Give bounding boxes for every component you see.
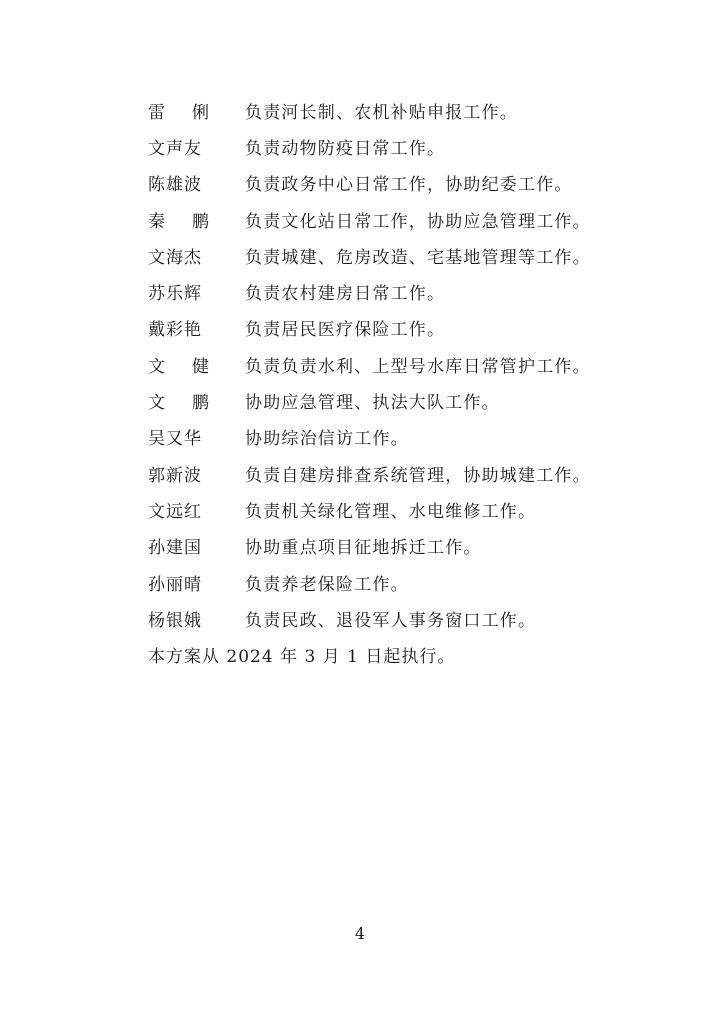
assignment-row — [148, 600, 668, 636]
assignee-duty: 负责河长制、农机补贴申报工作。 — [245, 102, 518, 123]
assignment-list — [148, 92, 668, 636]
assignee-name: 孙丽晴 — [148, 574, 202, 595]
assignee-duty: 负责养老保险工作。 — [245, 574, 409, 595]
assignee-duty: 负责政务中心日常工作，协助纪委工作。 — [245, 175, 573, 196]
assignee-duty: 负责城建、危房改造、宅基地管理等工作。 — [245, 247, 591, 268]
assignee-duty: 协助综治信访工作。 — [245, 429, 409, 450]
effective-date-note: 本方案从 2024 年 3 月 1 日起执行。 — [148, 647, 456, 668]
document-body — [148, 92, 668, 673]
assignment-row — [148, 128, 668, 164]
assignment-row — [148, 165, 668, 201]
assignee-name: 秦 鹏 — [148, 211, 209, 232]
assignment-row — [148, 528, 668, 564]
assignee-name: 文 健 — [148, 356, 209, 377]
assignee-duty: 协助应急管理、执法大队工作。 — [245, 393, 500, 414]
assignee-name: 雷 俐 — [148, 102, 209, 123]
assignment-row — [148, 310, 668, 346]
assignee-name: 文海杰 — [148, 247, 202, 268]
assignment-row — [148, 273, 668, 309]
assignee-name: 孙建国 — [148, 538, 202, 559]
assignee-duty: 负责动物防疫日常工作。 — [245, 138, 446, 159]
assignee-duty: 负责负责水利、上型号水库日常管护工作。 — [245, 356, 591, 377]
assignee-name: 吴又华 — [148, 429, 202, 450]
assignee-name: 郭新波 — [148, 465, 202, 486]
assignee-duty: 负责民政、退役军人事务窗口工作。 — [245, 610, 537, 631]
assignee-name: 陈雄波 — [148, 175, 202, 196]
assignment-row — [148, 491, 668, 527]
assignment-row — [148, 564, 668, 600]
assignment-row — [148, 346, 668, 382]
assignment-row — [148, 382, 668, 418]
assignee-duty: 负责农村建房日常工作。 — [245, 284, 446, 305]
assignee-name: 苏乐辉 — [148, 284, 202, 305]
assignee-name: 文远红 — [148, 501, 202, 522]
assignee-duty: 负责居民医疗保险工作。 — [245, 320, 446, 341]
assignee-duty: 协助重点项目征地拆迁工作。 — [245, 538, 482, 559]
assignee-name: 杨银娥 — [148, 610, 202, 631]
assignee-name: 文声友 — [148, 138, 202, 159]
assignment-row — [148, 201, 668, 237]
assignee-name: 文 鹏 — [148, 393, 209, 414]
assignment-row — [148, 237, 668, 273]
assignment-row — [148, 92, 668, 128]
assignee-duty: 负责文化站日常工作，协助应急管理工作。 — [245, 211, 591, 232]
page-number: 4 — [354, 924, 366, 943]
assignee-name: 戴彩艳 — [148, 320, 202, 341]
assignee-duty: 负责机关绿化管理、水电维修工作。 — [245, 501, 537, 522]
assignee-duty: 负责自建房排查系统管理，协助城建工作。 — [245, 465, 591, 486]
assignment-row — [148, 455, 668, 491]
assignment-row — [148, 419, 668, 455]
